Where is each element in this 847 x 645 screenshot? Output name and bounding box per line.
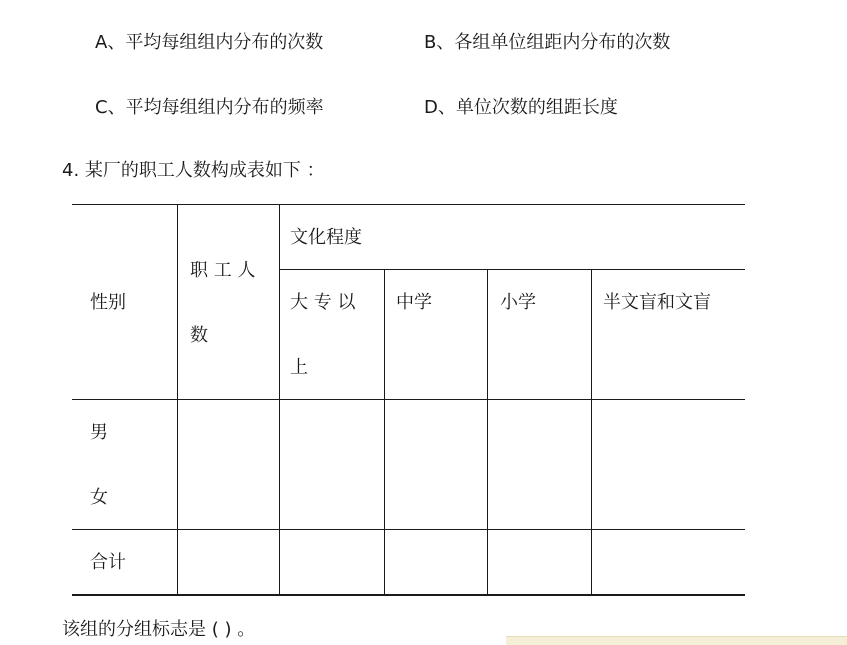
table-col-divider-2	[279, 204, 280, 595]
primary-school-header: 小学	[500, 292, 536, 313]
table-col-divider-5	[591, 269, 592, 595]
table-header-bottom-rule	[72, 399, 745, 400]
question-text: 4. 某厂的职工人数构成表如下 ：	[62, 160, 325, 181]
college-header-line1: 大 专 以	[290, 292, 356, 313]
table-total-rule	[72, 529, 745, 530]
total-row-label: 合计	[90, 552, 126, 573]
option-d: D、单位次数的组距长度	[424, 97, 618, 118]
table-top-rule	[72, 204, 745, 205]
workers-header-line1: 职 工 人	[190, 260, 256, 281]
option-b: B、各组单位组距内分布的次数	[424, 32, 671, 53]
education-header: 文化程度	[290, 227, 362, 248]
option-a: A、平均每组组内分布的次数	[95, 32, 324, 53]
table-bottom-rule	[72, 594, 745, 596]
college-header-line2: 上	[290, 357, 308, 378]
middle-school-header: 中学	[396, 292, 432, 313]
semi-illiterate-header: 半文盲和文盲	[603, 292, 711, 313]
female-row-label: 女	[90, 487, 108, 508]
option-c: C、平均每组组内分布的频率	[95, 97, 324, 118]
footer-text: 该组的分组标志是 ( ) 。	[62, 619, 256, 640]
workers-header-line2: 数	[190, 325, 208, 346]
male-row-label: 男	[90, 422, 108, 443]
gender-header: 性别	[90, 292, 126, 313]
table-col-divider-1	[177, 204, 178, 595]
table-education-rule	[279, 269, 745, 270]
table-col-divider-3	[384, 269, 385, 595]
table-col-divider-4	[487, 269, 488, 595]
